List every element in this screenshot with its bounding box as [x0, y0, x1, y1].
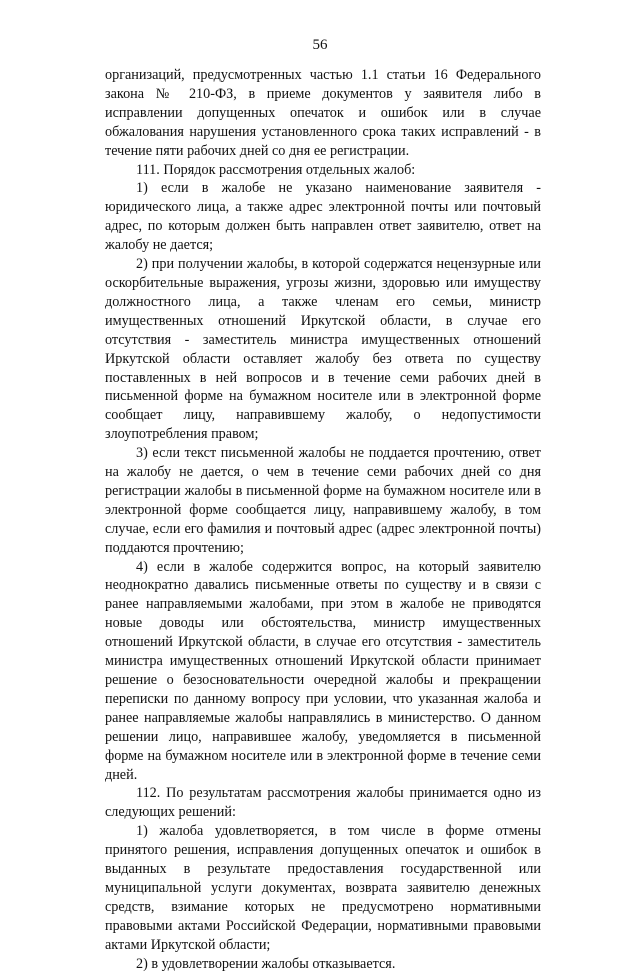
- paragraph-continuation: организаций, предусмотренных частью 1.1 статьи 16 Федерального закона № 210-ФЗ, в приеме документов у заявителя либо в исправлении допущенных опечаток и ошибок или в случае обжалования нарушения установленного срока таких исправлений - в течение пяти рабочих дней со дня ее регистрации.: [105, 67, 541, 159]
- paragraph-112-heading: 112. По результатам рассмотрения жалобы принимается одно из следующих решений:: [105, 785, 541, 821]
- paragraph-111-heading: 111. Порядок рассмотрения отдельных жалоб:: [136, 161, 416, 178]
- paragraph-111-item-3: 3) если текст письменной жалобы не поддается прочтению, ответ на жалобу не дается, о чем в течение семи рабочих дней со дня регистрации жалобы в письменной форме на бумажном носителе или в электронной форме сообщается лицу, направившему жалобу, в том случае, если его фамилия и почтовый адрес (адрес электронной почты) поддаются прочтению;: [105, 445, 541, 556]
- page-number: 56: [312, 37, 328, 53]
- paragraph-111-item-2: 2) при получении жалобы, в которой содержатся нецензурные или оскорбительные выражения, угрозы жизни, здоровью или имуществу должностного лица, а также членам его семьи, министр имущественных отношений Иркутской области, в случае его отсутствия - заместитель министра имущественных отношений Иркутской области оставляет жалобу без ответа по существу поставленных в ней вопросов и в течение семи рабочих дней в письменной форме на бумажном носителе или в электронной форме сообщает лицу, направившему жалобу, о недопустимости злоупотребления правом;: [105, 256, 541, 443]
- paragraph-111-item-1: 1) если в жалобе не указано наименование заявителя - юридического лица, а также адрес электронной почты или почтовый адрес, по которым должен быть направлен ответ заявителю, ответ на жалобу не дается;: [105, 180, 541, 254]
- paragraph-112-item-1: 1) жалоба удовлетворяется, в том числе в форме отмены принятого решения, исправления допущенных опечаток и ошибок в выданных в результате предоставления государственной или муниципальной услуги документах, возврата заявителю денежных средств, взимание которых не предусмотрено нормативными правовыми актами Российской Федерации, нормативными правовыми актами Иркутской области;: [105, 823, 541, 953]
- paragraph-112-item-2: 2) в удовлетворении жалобы отказывается.: [136, 955, 396, 972]
- paragraph-111-item-4: 4) если в жалобе содержится вопрос, на который заявителю неоднократно давались письменные ответы по существу и в связи с ранее направляемыми жалобами, при этом в жалобе не приводятся новые доводы или обстоятельства, министр имущественных отношений Иркутской области, в случае его отсутствия - заместитель министра имущественных отношений Иркутской области принимает решение о безосновательности очередной жалобы и прекращении переписки по данному вопросу при условии, что указанная жалоба и ранее направляемые жалобы направлялись в министерство. О данном решении лицо, направившее жалобу, уведомляется в письменной форме на бумажном носителе или в электронной форме в течение семи дней.: [105, 558, 541, 783]
- document-body: [105, 66, 541, 974]
